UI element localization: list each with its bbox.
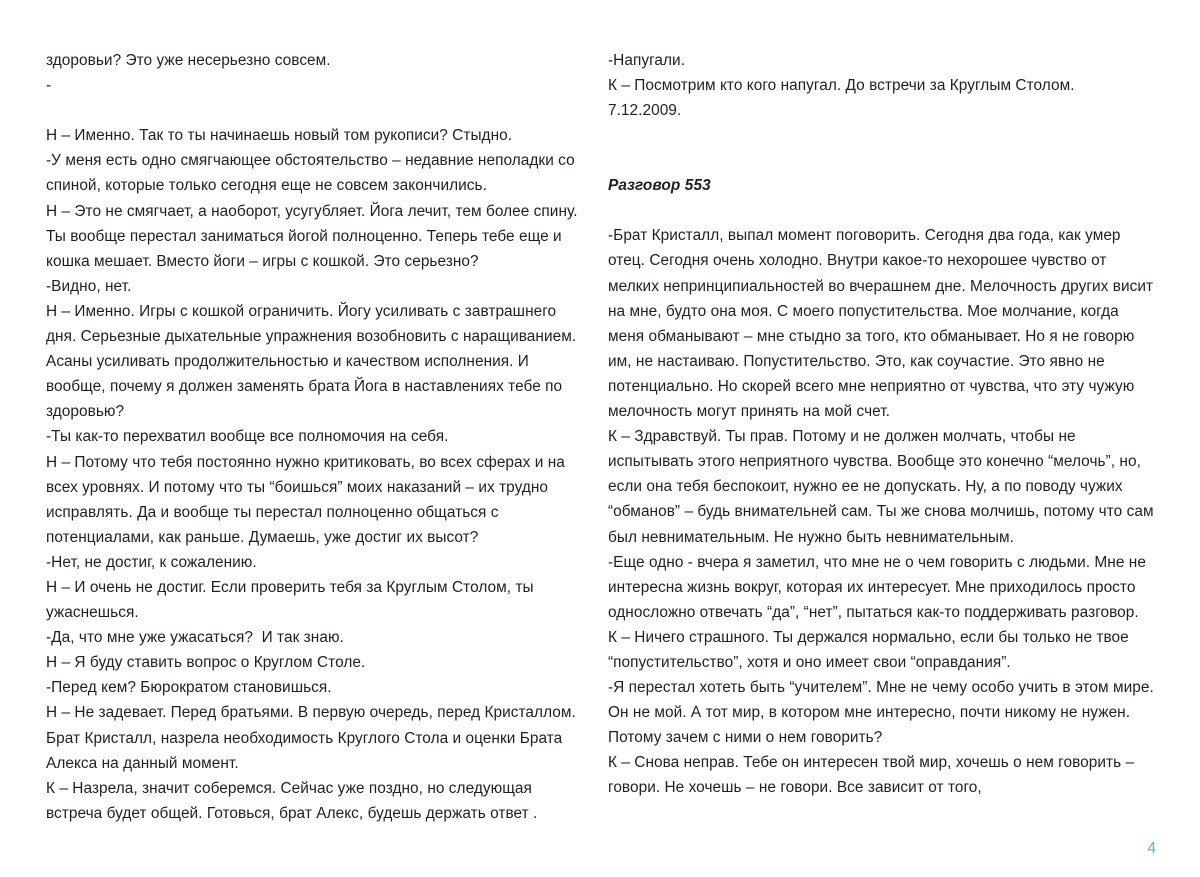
paragraph: -Брат Кристалл, выпал момент поговорить. Сегодня два года, как умер отец. Сегодня очень холодно. Внутри какое-то нехорошее чувство от мелких непринципиальностей во вчерашнем дне. Мелочность других висит на мне, будто она моя. С моего попустительства. Мое молчание, когда меня обманывают – мне стыдно за того, кто обманывает. Но я не говорю им, не настаиваю. Попустительство. Это, как соучастие. Это явно не потенциально. Но скорей всего мне неприятно от чувства, что эту чужую мелочность могут принять на мой счет.	[608, 227, 1158, 421]
section-heading: Разговор 553	[608, 177, 711, 195]
paragraph: -Еще одно - вчера я заметил, что мне не о чем говорить с людьми. Мне не интересна жизнь вокруг, которая их интересует. Мне приходилось просто односложно отвечать “да”, “нет”, пытаться как-то поддерживать разговор.	[608, 553, 1151, 621]
paragraph: -Я перестал хотеть быть “учителем”. Мне не чему особо учить в этом мире. Он не мой. А тот мир, в котором мне интересно, почти никому не нужен. Потому зачем с ними о нем говорить?	[608, 679, 1159, 747]
paragraph: Н – Не задевает. Перед братьями. В первую очередь, перед Кристаллом. Брат Кристалл, назрела необходимость Круглого Стола и оценки Брата Алекса на данный момент.	[46, 704, 581, 772]
paragraph: -Да, что мне уже ужасаться? И так знаю.	[46, 629, 344, 647]
paragraph: 7.12.2009.	[608, 102, 682, 120]
paragraph: -У меня есть одно смягчающее обстоятельство – недавние неполадки со спиной, которые только сегодня еще не совсем закончились.	[46, 152, 580, 195]
paragraph: -Напугали.	[608, 52, 686, 69]
section-gap	[608, 123, 1156, 173]
paragraph: -Нет, не достиг, к сожалению.	[46, 553, 257, 571]
paragraph: -Видно, нет.	[46, 277, 132, 295]
paragraph: Н – Это не смягчает, а наоборот, усугубляет. Йога лечит, тем более спину. Ты вообще перестал заниматься йогой полноценно. Теперь тебе еще и кошка мешает. Вместо йоги – игры с кошкой. Это серьезно?	[46, 202, 582, 270]
heading-gap	[608, 198, 1156, 223]
left-text-column	[46, 48, 590, 826]
paragraph: Н – Именно. Так то ты начинаешь новый том рукописи? Стыдно.	[46, 127, 513, 145]
paragraph: Н – Потому что тебя постоянно нужно критиковать, во всех сферах и на всех уровнях. И потому что ты “боишься” моих наказаний – их трудно исправлять. Да и вообще ты перестал полноценно общаться с потенциалами, как раньше. Думаешь, уже достиг их высот?	[46, 453, 570, 546]
paragraph: -	[46, 77, 52, 95]
paragraph: К – Посмотрим кто кого напугал. До встречи за Круглым Столом.	[608, 77, 1075, 95]
page-number: 4	[1147, 840, 1156, 857]
paragraph: Н – И очень не достиг. Если проверить тебя за Круглым Столом, ты ужаснешься.	[46, 578, 538, 622]
right-text-column	[608, 48, 1159, 801]
paragraph: здоровьи? Это уже несерьезно совсем.	[46, 52, 331, 69]
paragraph: Н – Именно. Игры с кошкой ограничить. Йогу усиливать с завтрашнего дня. Серьезные дыхательные упражнения возобновить с наращиванием. Асаны усиливать продолжительностью и качеством исполнения. И вообще, почему я должен заменять брата Йога в наставлениях тебе по здоровью?	[46, 302, 581, 421]
paragraph: Н – Я буду ставить вопрос о Круглом Столе.	[46, 654, 366, 672]
paragraph: -Ты как-то перехватил вообще все полномочия на себя.	[46, 428, 449, 446]
paragraph: К – Назрела, значит соберемся. Сейчас уже поздно, но следующая встреча будет общей. Готовься, брат Алекс, будешь держать ответ .	[46, 779, 538, 822]
paragraph: К – Здравствуй. Ты прав. Потому и не должен молчать, чтобы не испытывать этого неприятного чувства. Вообще это конечно “мелочь”, но, если она тебя беспокоит, нужно ее не допускать. Ну, а по поводу чужих “обманов” – будь внимательней сам. Ты же снова молчишь, потому что сам был невнимательным. Не нужно быть невнимательным.	[608, 428, 1158, 546]
blank-line	[46, 98, 590, 123]
paragraph: К – Ничего страшного. Ты держался нормально, если бы только не твое “попустительство”, хотя и оно имеет свои “оправдания”.	[608, 628, 1134, 671]
paragraph: К – Снова неправ. Тебе он интересен твой мир, хочешь о нем говорить – говори. Не хочешь – не говори. Все зависит от того,	[608, 754, 1139, 797]
paragraph: -Перед кем? Бюрократом становишься.	[46, 679, 332, 697]
two-column-body	[46, 48, 1159, 838]
